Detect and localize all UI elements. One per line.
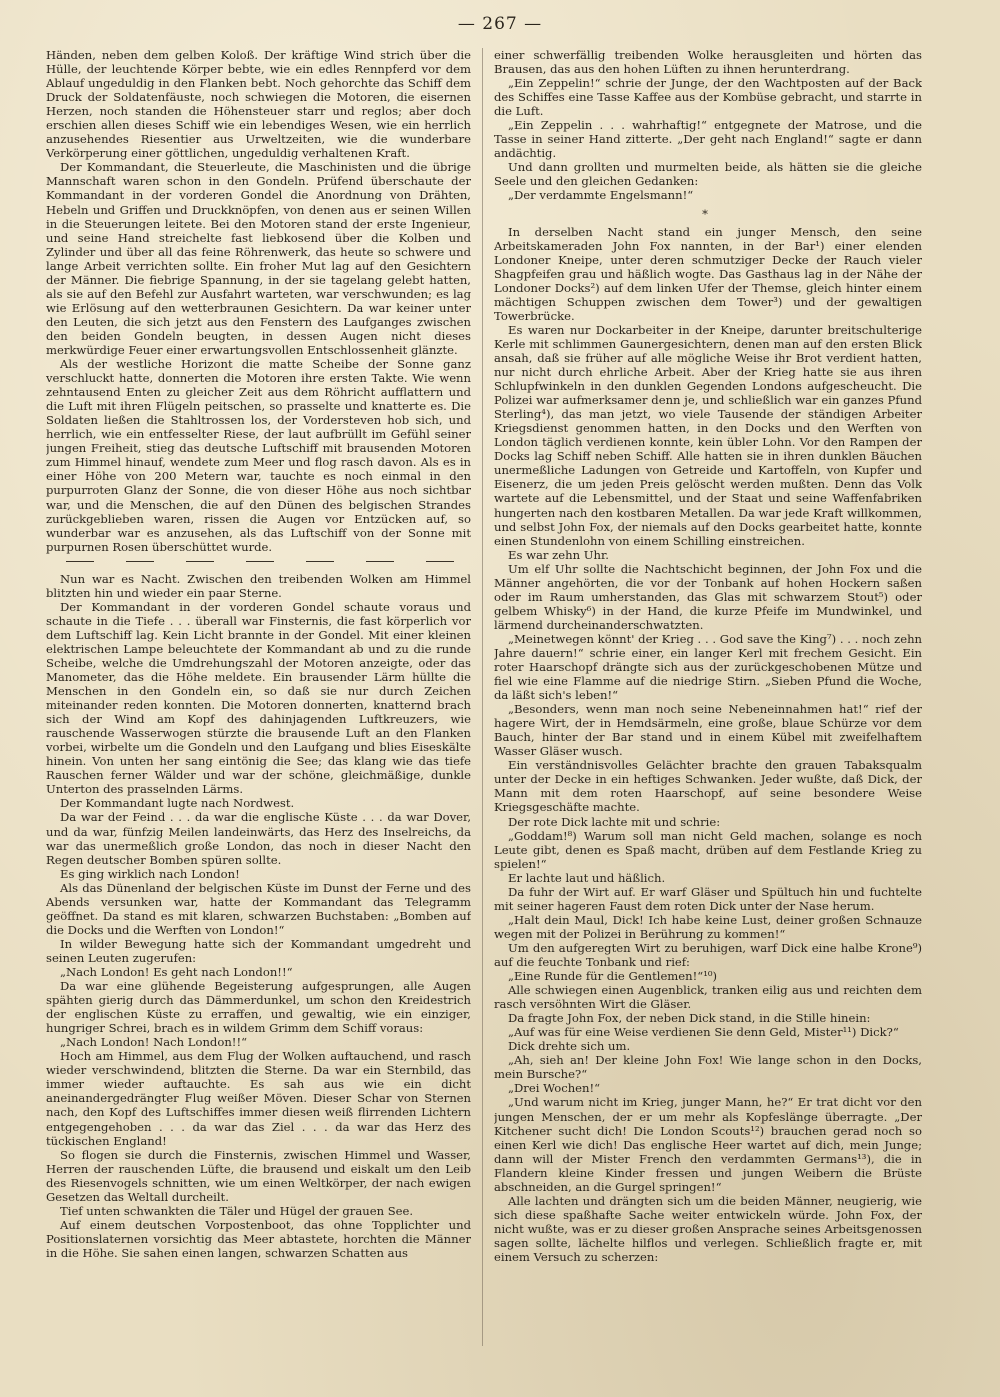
- paragraph: In derselben Nacht stand ein junger Mensch, den seine Arbeitskameraden John Fox nannten, in der Bar¹) einer elenden Londoner Kneipe, unter deren schmutziger Decke der Rauch vieler Shagpfeifen grau und häßlich wogte. Das Gasthaus lag in der Nähe der Londoner Docks²) auf dem linken Ufer der Themse, gleich hinter einem mächtigen Schuppen zwischen dem Tower³) und der gewaltigen Towerbrücke.: [494, 224, 922, 323]
- page-number: — 267 —: [457, 14, 543, 34]
- paragraph: Da fuhr der Wirt auf. Er warf Gläser und Spültuch hin und fuchtelte mit seiner hageren Faust dem roten Dick unter der Nase herum.: [494, 884, 922, 913]
- paragraph: Um den aufgeregten Wirt zu beruhigen, warf Dick eine halbe Krone⁹) auf die feuchte Tonbank und rief:: [494, 940, 922, 969]
- paragraph: einer schwerfällig treibenden Wolke herausgleiten und hörten das Brausen, das aus den hohen Lüften zu ihnen herunterdrang.: [494, 48, 922, 77]
- paragraph: Da fragte John Fox, der neben Dick stand, in die Stille hinein:: [508, 1011, 871, 1026]
- paragraph: „Ein Zeppelin!“ schrie der Junge, der den Wachtposten auf der Back des Schiffes eine Tasse Kaffee aus der Kombüse gebracht, und starrte in die Luft.: [494, 76, 922, 119]
- right-column: [494, 48, 922, 1346]
- paragraph: „Drei Wochen!“: [508, 1081, 601, 1096]
- paragraph: „Ein Zeppelin . . . wahrhaftig!“ entgegnete der Matrose, und die Tasse in seiner Hand zitterte. „Der geht nach England!“ sagte er dann andächtig.: [494, 118, 922, 161]
- asterisk-separator: *: [702, 206, 714, 221]
- paragraph: Es ging wirklich nach London!: [60, 866, 240, 881]
- paragraph: „Und warum nicht im Krieg, junger Mann, he?“ Er trat dicht vor den jungen Menschen, der er um mehr als Kopfeslänge überragte. „Der Kitchener sucht dich! Die London Scouts¹²) brauchen gerad noch so einen Kerl wie dich! Das englische Heer wartet auf dich, mein Junge; dann will der Mister French den verdammten Germans¹³), die in Flandern kleine Kinder fressen und jungen Weibern die Brüste abschneiden, an die Gurgel springen!“: [494, 1095, 922, 1194]
- paragraph: Als das Dünenland der belgischen Küste im Dunst der Ferne und des Abends versunken war, hatte der Kommandant das Telegramm geöffnet. Da stand es mit klaren, schwarzen Buchstaben: „Bomben auf die Docks und die Werften von London!“: [46, 880, 471, 937]
- paragraph: Der Kommandant lugte nach Nordwest.: [60, 796, 295, 811]
- paragraph: Dick drehte sich um.: [508, 1039, 631, 1054]
- paragraph: „Goddam!⁸) Warum soll man nicht Geld machen, solange es noch Leute gibt, denen es Spaß macht, drüben auf dem Festlande Krieg zu spielen!“: [494, 828, 922, 871]
- paragraph: Der Kommandant in der vorderen Gondel schaute voraus und schaute in die Tiefe . . . überall war Finsternis, die fast körperlich vor dem Luftschiff lag. Kein Licht brannte in der Gondel. Mit einer kleinen elektrischen Lampe beleuchtete der Kommandant ab und zu die runde Scheibe, welche die Umdrehungszahl der Motoren anzeigte, oder das Manometer, das die Höhe meldete. Ein brausender Lärm hüllte die Menschen in den Gondeln ein, so daß sie nur durch Zeichen miteinander reden konnten. Die Motoren donnerten, knatternd brach sich der Wind am Kopf des dahinjagenden Luftkreuzers, wie rauschende Wasserwogen stürzte die brausende Luft an den Flanken vorbei, wirbelte um die Gondeln und den Laufgang und blies Eiseskälte hinein. Von unten her sang eintönig die See; das klang wie das tiefe Rauschen ferner Wälder und war der schöne, gleichmäßige, dunkle Unterton des prasselnden Lärms.: [46, 599, 471, 797]
- paragraph: Als der westliche Horizont die matte Scheibe der Sonne ganz verschluckt hatte, donnerten die Motoren ihre ersten Takte. Wie wenn zehntausend Enten zu gleicher Zeit aus dem Röhricht aufflattern und die Luft mit ihren Flügeln peitschen, so prasselte und knatterte es. Die Soldaten ließen die Stahltrossen los, der Vordersteven hob sich, und herrlich, wie ein entfesselter Riese, der laut aufbrüllt im Gefühl seiner jungen Freiheit, stieg das deutsche Luftschiff mit brausenden Motoren zum Himmel hinauf, wendete zum Meer und flog rasch davon. Als es in einer Höhe von 200 Metern war, tauchte es noch einmal in den purpurroten Glanz der Sonne, die von dieser Höhe aus noch sichtbar war, und die Menschen, die auf den Dünen des belgischen Strandes zurückgeblieben waren, rissen die Augen vor Entzücken auf, so wunderbar war es anzusehen, als das Luftschiff von der Sonne mit purpurnen Rosen überschüttet wurde.: [46, 357, 471, 554]
- paragraph: „Halt dein Maul, Dick! Ich habe keine Lust, deiner großen Schnauze wegen mit der Polizei in Berührung zu kommen!“: [494, 912, 922, 941]
- paragraph: Da war der Feind . . . da war die englische Küste . . . da war Dover, und da war, fünfzig Meilen landeinwärts, das Herz des Inselreichs, da war das unermeßlich große London, das noch in dieser Nacht den Regen deutscher Bomben spüren sollte.: [46, 810, 471, 867]
- paragraph: Da war eine glühende Begeisterung aufgesprungen, alle Augen spähten gierig durch das Dämmerdunkel, um schon den Kreidestrich der englischen Küste zu erraffen, und gewaltig, wie ein einziger, hungriger Schrei, brach es in wildem Grimm dem Schiff voraus:: [46, 979, 471, 1036]
- paragraph: „Ah, sieh an! Der kleine John Fox! Wie lange schon in den Docks, mein Bursche?“: [494, 1053, 922, 1082]
- paragraph: Alle lachten und drängten sich um die beiden Männer, neugierig, wie sich diese spaßhafte Sache weiter entwickeln würde. John Fox, der nicht wußte, was er zu dieser großen Ansprache seines Arbeitsgenossen sagen sollte, lächelte hilflos und verlegen. Schließlich fragte er, mit einem Versuch zu scherzen:: [494, 1193, 922, 1264]
- paragraph: „Eine Runde für die Gentlemen!“¹⁰): [508, 969, 718, 984]
- paragraph: Nun war es Nacht. Zwischen den treibenden Wolken am Himmel blitzten hin und wieder ein paar Sterne.: [46, 571, 471, 600]
- paragraph: Händen, neben dem gelben Koloß. Der kräftige Wind strich über die Hülle, der leuchtende Körper bebte, wie ein edles Rennpferd vor dem Ablauf ungeduldig in den Flanken bebt. Noch gehorchte das Schiff dem Druck der Soldatenfäuste, noch schwiegen die Motoren, die eisernen Herzen, noch standen die Höhensteuer starr und reglos; aber doch erschien allen dieses Schiff wie ein lebendiges Wesen, wie ein herrlich anzusehendes Riesentier aus Urweltzeiten, wie die wunderbare Verkörperung einer göttlichen, ungeduldig verhaltenen Kraft.: [46, 48, 471, 161]
- column-divider: [482, 48, 483, 1346]
- paragraph: „Der verdammte Engelsmann!“: [508, 188, 694, 203]
- section-separator: [46, 557, 471, 567]
- paragraph: Er lachte laut und häßlich.: [508, 870, 666, 885]
- paragraph: Es war zehn Uhr.: [508, 547, 609, 562]
- paragraph: „Nach London! Nach London!!“: [60, 1035, 248, 1050]
- paragraph: Auf einem deutschen Vorpostenboot, das ohne Topplichter und Positionslaternen vorsichtig das Meer abtastete, horchten die Männer in die Höhe. Sie sahen einen langen, schwarzen Schatten aus: [46, 1217, 471, 1260]
- paragraph: Alle schwiegen einen Augenblick, tranken eilig aus und reichten dem rasch versöhnten Wirt die Gläser.: [494, 983, 922, 1012]
- paragraph: Der Kommandant, die Steuerleute, die Maschinisten und die übrige Mannschaft waren schon in den Gondeln. Prüfend überschaute der Kommandant in der vorderen Gondel die Anordnung von Drähten, Hebeln und Griffen und Druckknöpfen, von denen aus er seinen Willen in die Steuerungen leitete. Bei den Motoren stand der erste Ingenieur, und seine Hand streichelte fast liebkosend über die Kolben und Zylinder und über all das feine Röhrenwerk, das heute so schwere und lange Arbeit verrichten sollte. Ein froher Mut lag auf den Gesichtern der Männer. Die fiebrige Spannung, in der sie tagelang gelebt hatten, als sie auf den Befehl zur Ausfahrt warteten, war verschwunden; es lag wie Erlösung auf den wetterbraunen Gesichtern. Da war keiner unter den Leuten, die sich jetzt aus den Fenstern des Laufganges zwischen den beiden Gondeln beugten, in dessen Augen nicht dieses merkwürdige Feuer einer erwartungsvollen Entschlossenheit glänzte.: [46, 160, 471, 357]
- paragraph: „Besonders, wenn man noch seine Nebeneinnahmen hat!“ rief der hagere Wirt, der in Hemdsärmeln, eine große, blaue Schürze vor dem Bauch, hinter der Bar stand und in einem Kübel mit zweifelhaftem Wasser Gläser wusch.: [494, 702, 922, 759]
- paragraph: Tief unten schwankten die Täler und Hügel der grauen See.: [60, 1203, 414, 1218]
- paragraph: Es waren nur Dockarbeiter in der Kneipe, darunter breitschulterige Kerle mit schlimmen Gaunergesichtern, denen man auf den ersten Blick ansah, daß sie früher auf alle mögliche Weise ihr Brot verdient hatten, nur nicht durch ehrliche Arbeit. Aber der Krieg hatte sie aus ihren Schlupfwinkeln in den dunklen Gegenden Londons aufgescheucht. Die Polizei war aufmerksamer denn je, und schließlich war ein ganzes Pfund Sterling⁴), das man jetzt, wo viele Tausende der ständigen Arbeiter Kriegsdienst genommen hatten, in den Docks und den Werften von London täglich verdienen konnte, kein übler Lohn. Vor den Rampen der Docks lag Schiff neben Schiff. Alle hatten sie in ihren dunklen Bäuchen unermeßliche Ladungen von Getreide und Kartoffeln, von Kupfer und Eisenerz, die um jeden Preis gelöscht werden mußten. Denn das Volk wartete auf die Lebensmittel, und der Staat und seine Waffenfabriken hungerten nach den kostbaren Metallen. Da war jede Kraft willkommen, und selbst John Fox, der niemals auf den Docks gearbeitet hatte, konnte einen Stundenlohn von einem Schilling einstreichen.: [494, 322, 922, 548]
- paragraph: Um elf Uhr sollte die Nachtschicht beginnen, der John Fox und die Männer angehörten, die vor der Tonbank auf hohen Hockern saßen oder im Raum umherstanden, das Glas mit schwarzem Stout⁵) oder gelbem Whisky⁶) in der Hand, die kurze Pfeife im Mundwinkel, und lärmend durcheinanderschwatzten.: [494, 561, 922, 632]
- paragraph: Ein verständnisvolles Gelächter brachte den grauen Tabaksqualm unter der Decke in ein heftiges Schwanken. Jeder wußte, daß Dick, der Mann mit dem roten Haarschopf, auf seine besondere Weise Kriegsgeschäfte machte.: [494, 758, 922, 815]
- paragraph: „Auf was für eine Weise verdienen Sie denn Geld, Mister¹¹) Dick?“: [508, 1025, 899, 1040]
- paragraph: Der rote Dick lachte mit und schrie:: [508, 814, 721, 829]
- paragraph: „Nach London! Es geht nach London!!“: [60, 965, 293, 979]
- paragraph: „Meinetwegen könnt' der Krieg . . . God save the King⁷) . . . noch zehn Jahre dauern!“ schrie einer, ein langer Kerl mit frechem Gesicht. Ein roter Haarschopf drängte sich aus der zurückgeschobenen Mütze und fiel wie eine Flamme auf die niedrige Stirn. „Sieben Pfund die Woche, da läßt sich's leben!“: [494, 631, 922, 703]
- paragraph: Hoch am Himmel, aus dem Flug der Wolken auftauchend, und rasch wieder verschwindend, blitzten die Sterne. Da war ein Sternbild, das immer wieder auftauchte. Es sah aus wie ein dicht aneinandergedrängter Flug weißer Möven. Dieser Schar von Sternen nach, den Kopf des Luftschiffes immer diesen weiß flirrenden Lichtern entgegengehoben . . . da war das Ziel . . . da war das Herz des tückischen England!: [46, 1049, 471, 1148]
- paragraph: Und dann grollten und murmelten beide, als hätten sie die gleiche Seele und den gleichen Gedanken:: [494, 160, 922, 189]
- paragraph: So flogen sie durch die Finsternis, zwischen Himmel und Wasser, Herren der rauschenden Lüfte, die brausend und eiskalt um den Leib des Riesenvogels schnitten, wie um einen Weltkörper, der nach ewigen Gesetzen das Weltall durcheilt.: [46, 1147, 471, 1204]
- left-column: [46, 48, 471, 1346]
- paragraph: In wilder Bewegung hatte sich der Kommandant umgedreht und seinen Leuten zugerufen:: [46, 936, 471, 965]
